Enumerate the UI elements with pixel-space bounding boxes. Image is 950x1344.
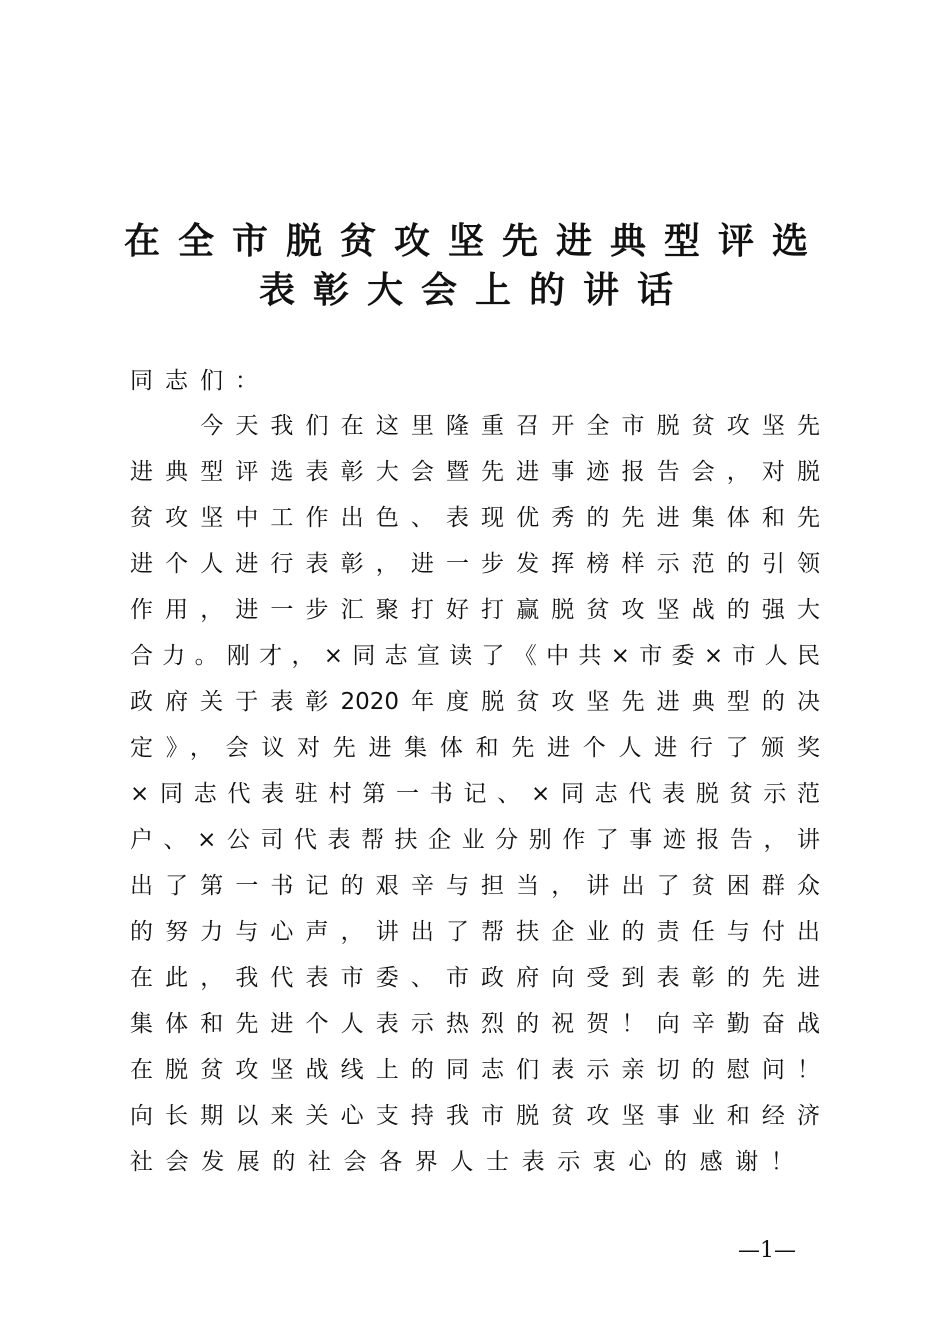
page-number: —1—	[738, 1238, 796, 1263]
paragraph-line: 合力。刚才，×同志宣读了《中共×市委×市人民	[130, 643, 820, 669]
paragraph-line: 政府关于表彰2020年度脱贫攻坚先进典型的决	[130, 689, 820, 715]
document-title-line-2: 表彰大会上的讲话	[258, 269, 691, 311]
paragraph-line: 出了第一书记的艰辛与担当，讲出了贫困群众	[130, 873, 820, 899]
speech-paragraph	[130, 403, 820, 1185]
paragraph-line: 在脱贫攻坚战线上的同志们表示亲切的慰问！	[130, 1057, 820, 1083]
paragraph-line: 的努力与心声，讲出了帮扶企业的责任与付出	[130, 919, 820, 945]
paragraph-line: 今天我们在这里隆重召开全市脱贫攻坚先	[130, 413, 820, 439]
paragraph-line: 在此，我代表市委、市政府向受到表彰的先进	[130, 965, 820, 991]
document-title-line-1: 在全市脱贫攻坚先进典型评选	[123, 220, 826, 262]
salutation: 同志们：	[130, 368, 270, 394]
paragraph-line: 进典型评选表彰大会暨先进事迹报告会，对脱	[130, 459, 820, 485]
paragraph-line: 户、×公司代表帮扶企业分别作了事迹报告，讲	[130, 827, 820, 853]
paragraph-line: 进个人进行表彰，进一步发挥榜样示范的引领	[130, 551, 820, 577]
paragraph-line: 集体和先进个人表示热烈的祝贺！向辛勤奋战	[130, 1011, 820, 1037]
paragraph-line: 向长期以来关心支持我市脱贫攻坚事业和经济	[130, 1103, 820, 1129]
paragraph-line: ×同志代表驻村第一书记、×同志代表脱贫示范	[130, 781, 820, 807]
paragraph-line: 贫攻坚中工作出色、表现优秀的先进集体和先	[130, 505, 820, 531]
paragraph-line: 作用，进一步汇聚打好打赢脱贫攻坚战的强大	[130, 597, 820, 623]
paragraph-line: 定》，会议对先进集体和先进个人进行了颁奖	[130, 735, 820, 761]
paragraph-line: 社会发展的社会各界人士表示衷心的感谢！	[130, 1149, 807, 1175]
